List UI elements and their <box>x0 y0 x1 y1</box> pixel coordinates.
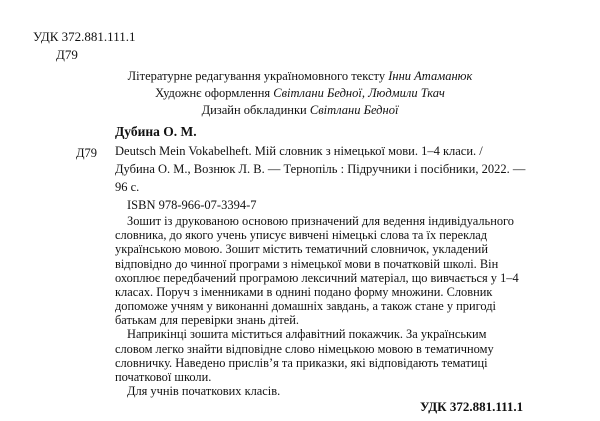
credit-art <box>0 86 600 101</box>
annotation-line: допоможе учням у виконанні домашніх завдань, а також стане у пригоді <box>115 299 496 313</box>
credit-cover <box>0 103 600 118</box>
credit-editor-name: Інни Атаманюк <box>388 69 473 83</box>
annotation-line: словом легко знайти відповідне слово німецькою мовою в тематичному <box>115 342 494 356</box>
citation-line: 96 с. <box>115 180 140 194</box>
annotation-line: Наприкінці зошита міститься алфавітний покажчик. За українським <box>127 327 487 341</box>
credit-cover-role: Дизайн обкладинки <box>201 103 310 117</box>
udk-code-top: УДК 372.881.111.1 <box>33 29 136 44</box>
udk-code-bottom: УДК 372.881.111.1 <box>420 399 524 414</box>
annotation-line: Зошит із друкованою основою призначений для ведення індивідуального <box>127 214 514 228</box>
annotation-line: словничку. Наведено прислів’я та приказки, які відповідають тематиці <box>115 356 488 370</box>
annotation-line: Для учнів початкових класів. <box>127 384 281 398</box>
credit-editor-role: Літературне редагування україномовного тексту <box>127 69 389 83</box>
annotation-line: охоплює передбачений програмою лексичний матеріал, що вивчається у 1–4 <box>115 271 519 285</box>
credit-cover-name: Світлани Бедної <box>309 103 399 117</box>
annotation-line: українською мовою. Зошит містить тематичний словничок, укладений <box>115 242 488 256</box>
author-heading: Дубина О. М. <box>115 124 197 139</box>
credit-editor <box>0 69 600 84</box>
author-mark-top: Д79 <box>56 47 78 62</box>
credit-art-name: Світлани Бедної, Людмили Ткач <box>273 86 445 100</box>
citation-line: Дубина О. М., Вознюк Л. В. — Тернопіль : Підручники і посібники, 2022. — <box>115 162 526 176</box>
citation-line: Deutsch Mein Vokabelheft. Мій словник з німецької мови. 1–4 класи. / <box>115 144 483 158</box>
annotation-line: відповідно до чинної програми з німецької мови в початковій школі. Він <box>115 257 499 271</box>
isbn: ISBN 978-966-07-3394-7 <box>127 198 257 212</box>
author-mark-side: Д79 <box>76 146 98 160</box>
annotation-line: початкової школи. <box>115 370 212 384</box>
annotation-line: словника, до якого учень уписує вивчені німецькі слова та їх переклад <box>115 228 488 242</box>
annotation-line: батькам для перевірки знань дітей. <box>115 313 299 327</box>
annotation-line: класах. Поруч з іменниками в однині подано форму множини. Словник <box>115 285 493 299</box>
credit-art-role: Художнє оформлення <box>155 86 274 100</box>
